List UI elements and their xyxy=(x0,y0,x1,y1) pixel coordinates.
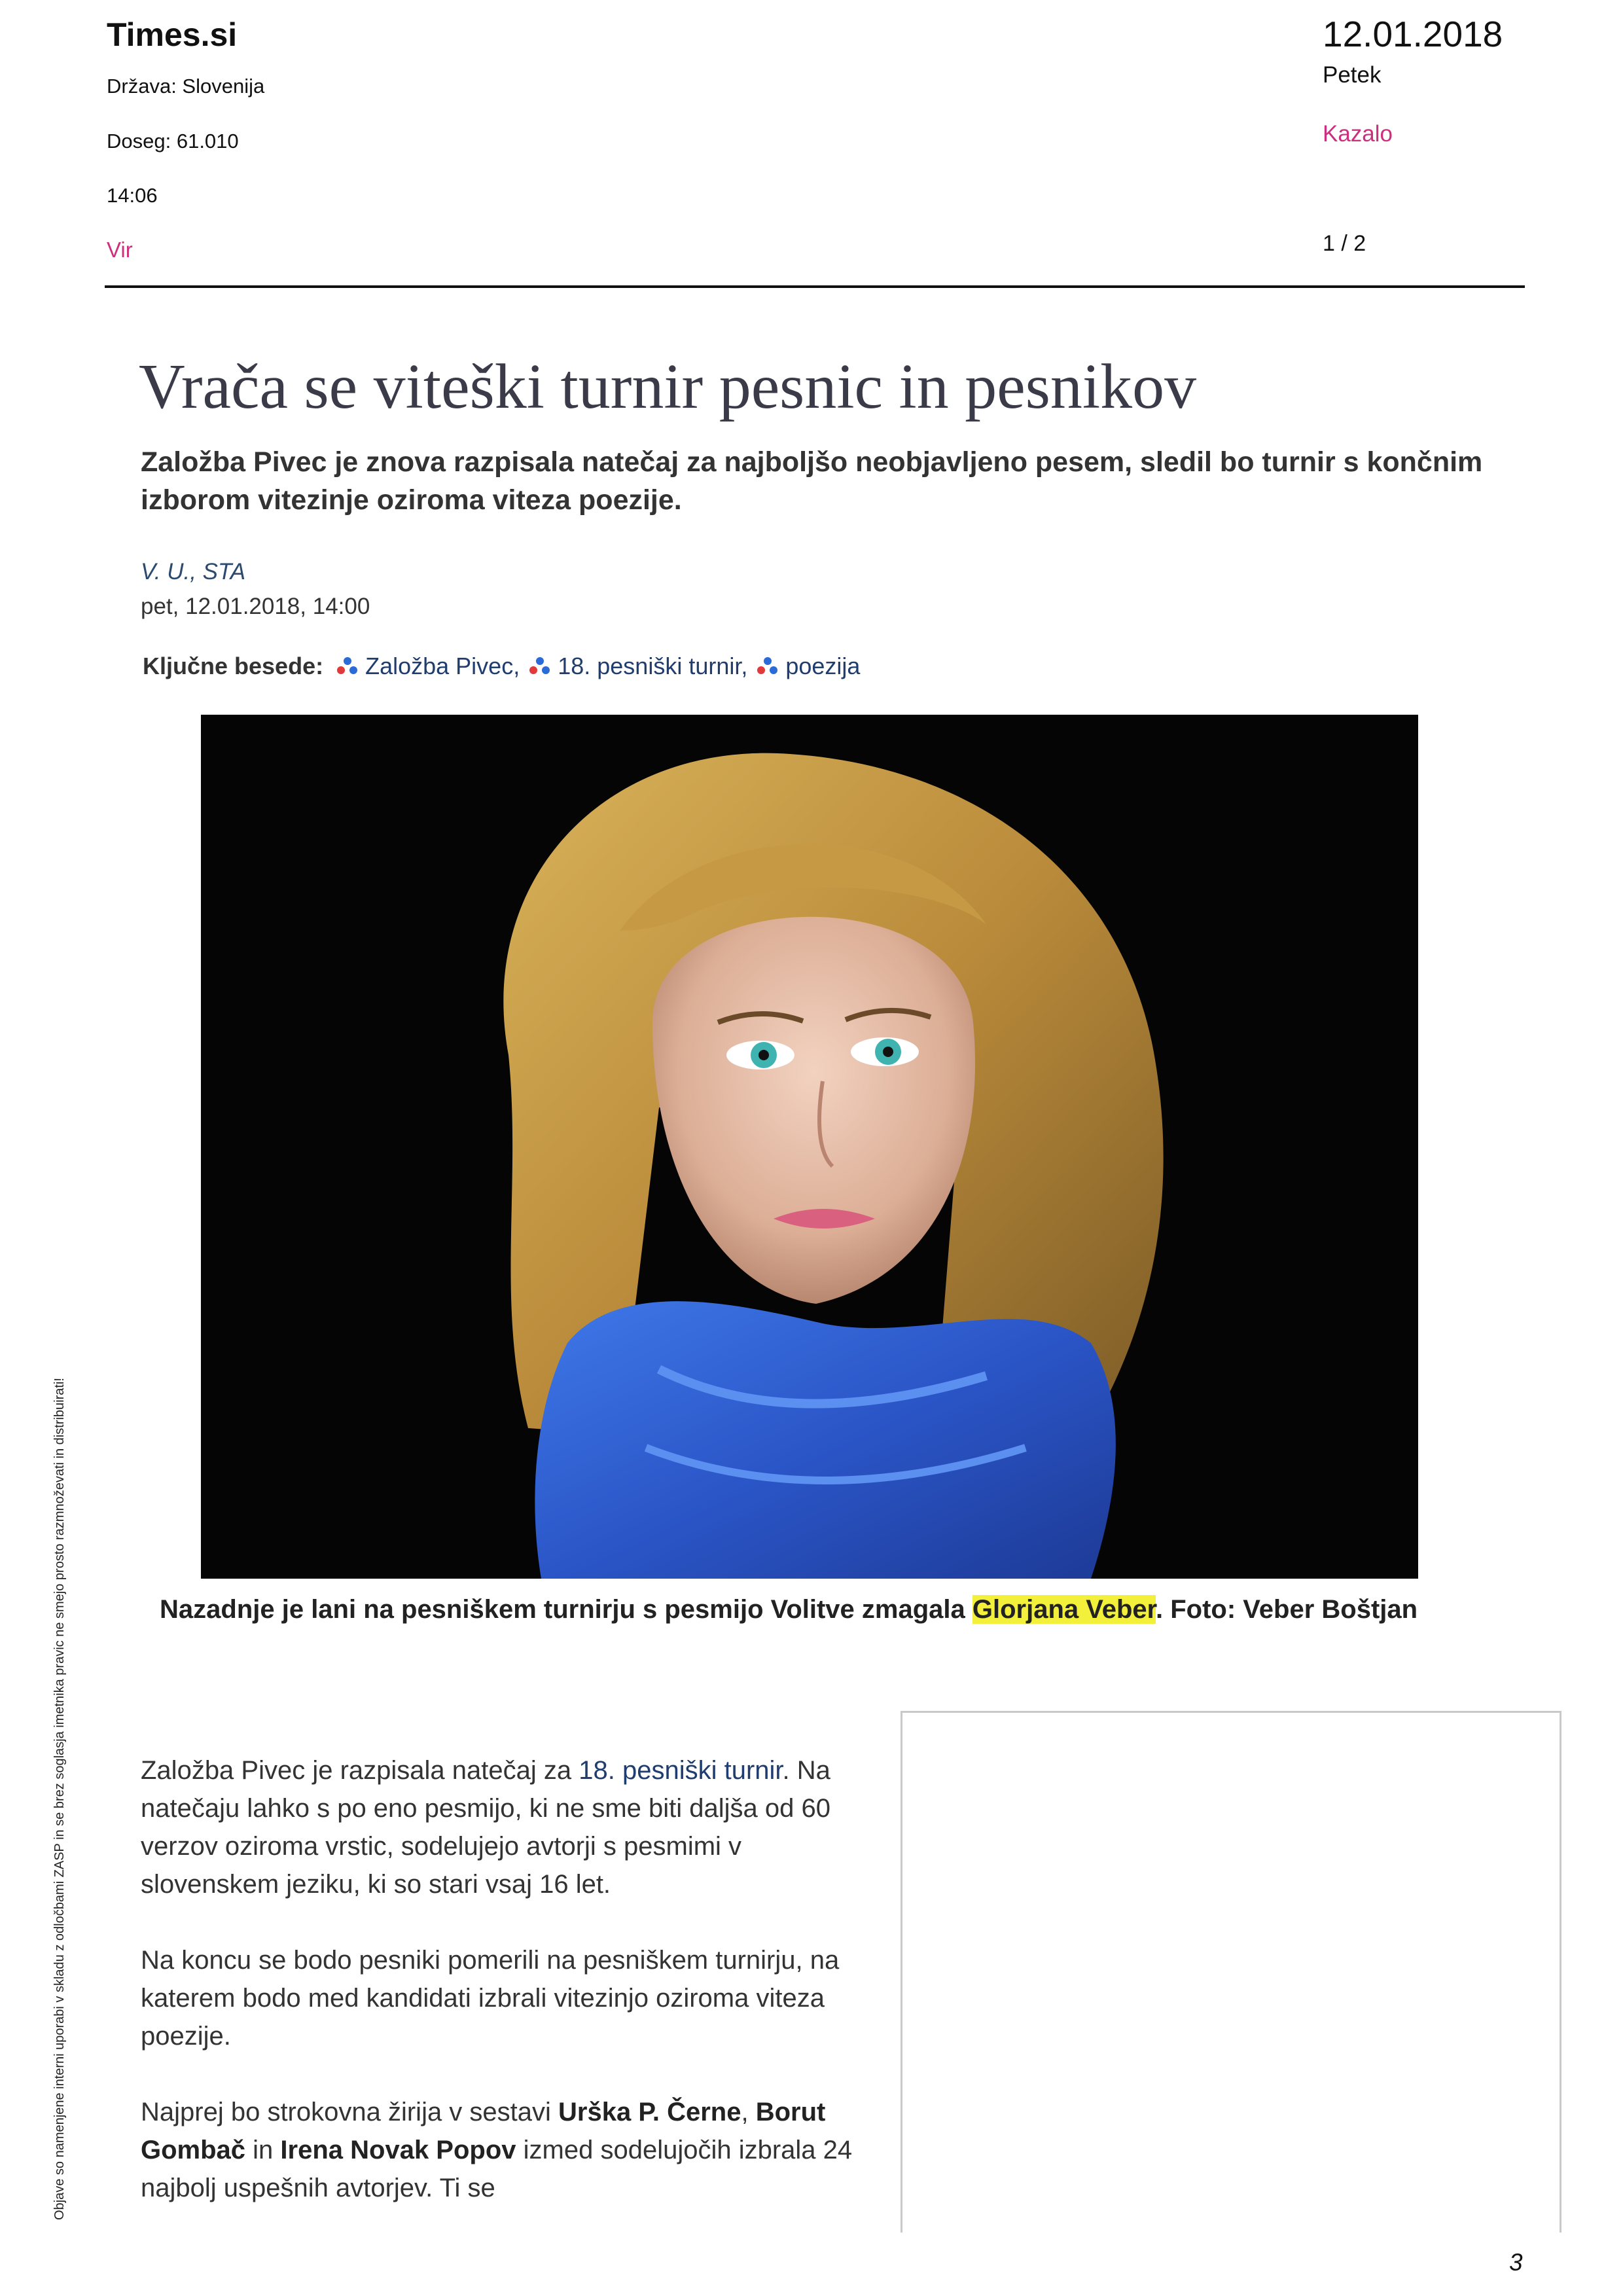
article-lead: Založba Pivec je znova razpisala natečaj za najboljšo neobjavljeno pesem, sledil bo turnir s končnim izborom vitezinje oziroma viteza poezije. xyxy=(141,446,1483,516)
keyword-label: Založba Pivec, xyxy=(365,653,520,679)
issue-date: 12.01.2018 xyxy=(1323,14,1503,54)
header-divider xyxy=(105,285,1525,288)
body-paragraph-2: Na koncu se bodo pesniki pomerili na pesniškem turnirju, na katerem bodo med kandidati izbrali vitezinjo oziroma viteza poezije. xyxy=(141,1946,840,2051)
source-link[interactable]: Vir xyxy=(107,238,133,262)
keyword-dots-icon xyxy=(757,656,779,676)
article-author[interactable]: V. U., STA xyxy=(141,559,246,584)
article-headline: Vrača se viteški turnir pesnic in pesnikov xyxy=(139,351,1197,422)
portrait-illustration xyxy=(201,715,1418,1579)
jury-member-name: Irena Novak Popov xyxy=(280,2136,516,2164)
keyword-poezija[interactable] xyxy=(757,653,860,680)
caption-photo-credit: . Foto: Veber Boštjan xyxy=(1156,1595,1418,1624)
keywords-row xyxy=(143,653,869,680)
keyword-dots-icon xyxy=(336,656,359,676)
keywords-label: Ključne besede: xyxy=(143,653,324,679)
reach-label: Doseg: 61.010 xyxy=(107,130,239,152)
jury-member-name: Urška P. Černe xyxy=(558,2098,741,2126)
article-body xyxy=(141,1751,880,2245)
time-label: 14:06 xyxy=(107,184,158,207)
article-published-date: pet, 12.01.2018, 14:00 xyxy=(141,594,370,619)
index-link[interactable]: Kazalo xyxy=(1323,121,1393,147)
issue-weekday: Petek xyxy=(1323,62,1382,88)
page-number: 3 xyxy=(1509,2249,1523,2276)
country-label: Država: Slovenija xyxy=(107,75,265,98)
keyword-zalozba-pivec[interactable] xyxy=(336,653,520,680)
ad-placeholder xyxy=(901,1711,1561,2233)
body-paragraph-3: Najprej bo strokovna žirija v sestavi Urška P. Černe, Borut Gombač in Irena Novak Popov izmed sodelujočih izbrala 24 najbolj uspešnih avtorjev. Ti se xyxy=(141,2098,853,2202)
body-link-pesniski-turnir[interactable]: 18. pesniški turnir xyxy=(579,1756,783,1785)
page-count: 1 / 2 xyxy=(1323,231,1366,256)
copyright-side-note: Objave so namenjene interni uporabi v skladu z odločbami ZASP in se brez soglasja imetnika pravic ne smejo prosto razmnoževati in distribuirati! xyxy=(52,1378,67,2220)
keyword-label: 18. pesniški turnir, xyxy=(558,653,748,679)
article-photo xyxy=(201,715,1418,1579)
keyword-pesniski-turnir[interactable] xyxy=(529,653,747,680)
publication-name: Times.si xyxy=(107,16,238,53)
caption-text: Nazadnje je lani na pesniškem turnirju s pesmijo Volitve zmagala xyxy=(160,1595,972,1624)
photo-caption xyxy=(160,1592,1482,1627)
keyword-dots-icon xyxy=(529,656,551,676)
keyword-label: poezija xyxy=(785,653,861,679)
jury-member-name: Borut Gombač xyxy=(141,2098,826,2164)
body-paragraph-1: Založba Pivec je razpisala natečaj za 18. pesniški turnir. Na natečaju lahko s po eno pesmijo, ki ne sme biti daljša od 60 verzov oziroma vrstic, sodelujejo avtorji s pesmimi v slovenskem jeziku, ki so stari vsaj 16 let. xyxy=(141,1756,830,1899)
caption-highlighted-name: Glorjana Veber xyxy=(972,1595,1156,1624)
